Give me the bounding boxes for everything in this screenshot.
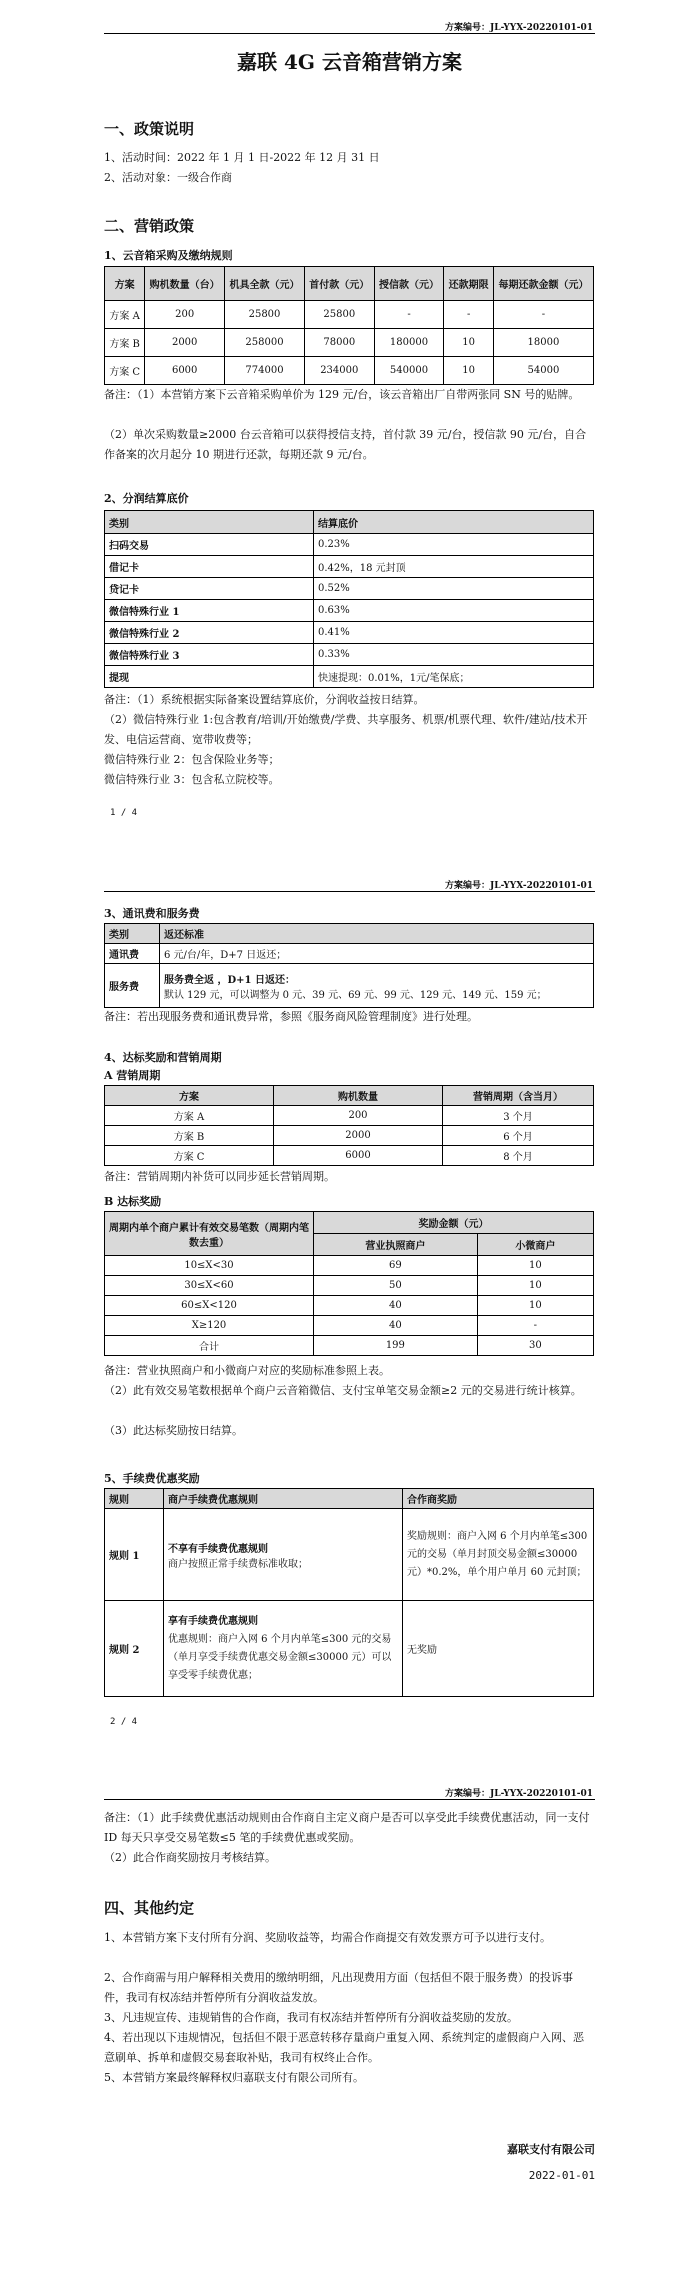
table-header: 方案: [105, 267, 145, 301]
table-cell: 6 个月: [443, 1126, 594, 1146]
table-cell: 2000: [274, 1126, 443, 1146]
table-row: [105, 600, 594, 622]
fee-discount-table: [104, 1488, 594, 1697]
section-heading-other: 四、其他约定: [104, 1899, 195, 1917]
table-cell: 扫码交易: [105, 534, 314, 556]
table-cell: 540000: [374, 357, 444, 385]
table-cell: 25800: [225, 301, 305, 329]
table-cell: 30: [477, 1336, 593, 1356]
subheading-purchase: 1、云音箱采购及缴纳规则: [104, 249, 233, 262]
subheading-bonus: B 达标奖励: [104, 1195, 162, 1208]
table-cell: X≥120: [105, 1316, 314, 1336]
table-header: 周期内单个商户累计有效交易笔数（周期内笔数去重）: [105, 1212, 314, 1256]
table-cell: 方案 A: [105, 1106, 274, 1126]
table-cell: 借记卡: [105, 556, 314, 578]
sign-date: 2022-01-01: [528, 2169, 595, 2182]
table-header: 类别: [105, 924, 160, 944]
table-header: 商户手续费优惠规则: [164, 1489, 403, 1509]
table-cell: 奖励规则：商户入网 6 个月内单笔≤300 元的交易（单月封顶交易金额≤30000 元）*0.2%，单个用户单月 60 元封顶；: [403, 1509, 594, 1601]
table-cell: 微信特殊行业 1: [105, 600, 314, 622]
subheading-rewards: 4、达标奖励和营销周期: [104, 1051, 222, 1064]
table-cell: 0.41%: [314, 622, 594, 644]
table-cell: 50: [314, 1276, 478, 1296]
table-cell: 54000: [493, 357, 593, 385]
table-row: [105, 1146, 594, 1166]
table-header: 营业执照商户: [314, 1234, 478, 1256]
table-cell: 0.42%，18 元封顶: [314, 556, 594, 578]
other-item-5: 5、本营销方案最终解释权归嘉联支付有限公司所有。: [104, 2071, 364, 2084]
period-table: [104, 1085, 594, 1166]
table-cell: 60≤X<120: [105, 1296, 314, 1316]
table-cell: 25800: [304, 301, 374, 329]
document-number: 方案编号：JL-YYX-20220101-01: [445, 23, 593, 33]
table-cell: 3 个月: [443, 1106, 594, 1126]
table-cell: 258000: [225, 329, 305, 357]
table-row: [105, 666, 594, 688]
table-header: 还款期限: [444, 267, 494, 301]
settlement-note-2: （2）微信特殊行业 1:包含教育/培训/开始缴费/学费、共享服务、机票/机票代理、软件/建站/技术开发、电信运营商、宽带收费等；: [104, 713, 588, 746]
table-cell: 2000: [145, 329, 225, 357]
table-header: 每期还款金额（元）: [493, 267, 593, 301]
table-cell: 方案 A: [105, 301, 145, 329]
document-number: 方案编号：JL-YYX-20220101-01: [445, 1789, 593, 1799]
table-header: 机具全款（元）: [225, 267, 305, 301]
subheading-period: A 营销周期: [104, 1069, 161, 1082]
table-row: [105, 1126, 594, 1146]
page-number: 2 / 4: [110, 1717, 138, 1727]
table-cell: 无奖励: [403, 1601, 594, 1697]
service-fee-value: 默认 129 元，可以调整为 0 元、39 元、69 元、99 元、129 元、149 元、159 元；: [164, 989, 547, 1001]
table-cell: 10: [477, 1296, 593, 1316]
table-row: [105, 1509, 594, 1601]
table-cell: 微信特殊行业 2: [105, 622, 314, 644]
table-header: 奖励金额（元）: [314, 1212, 594, 1234]
table-cell: 18000: [493, 329, 593, 357]
table-cell: 方案 C: [105, 357, 145, 385]
table-cell: 合计: [105, 1336, 314, 1356]
table-cell: -: [477, 1316, 593, 1336]
fees-table: [104, 923, 594, 1008]
table-row: [105, 944, 594, 964]
table-header: 营销周期（含当月）: [443, 1086, 594, 1106]
table-header: 规则: [105, 1489, 164, 1509]
table-header: 合作商奖励: [403, 1489, 594, 1509]
table-cell: 10: [444, 357, 494, 385]
table-cell: 方案 B: [105, 1126, 274, 1146]
table-header: 类别: [105, 511, 314, 534]
header-rule: [104, 1799, 595, 1800]
table-row: [105, 622, 594, 644]
table-cell: 10: [477, 1276, 593, 1296]
table-cell: -: [444, 301, 494, 329]
table-cell: 6000: [274, 1146, 443, 1166]
table-cell: 规则 1: [105, 1509, 164, 1601]
table-cell: 0.63%: [314, 600, 594, 622]
table-cell: 微信特殊行业 3: [105, 644, 314, 666]
bonus-table: [104, 1211, 594, 1356]
header-rule: [104, 891, 595, 892]
rule-title: 不享有手续费优惠规则: [168, 1543, 268, 1555]
settlement-table: [104, 510, 594, 688]
table-row: [105, 329, 594, 357]
table-cell: 贷记卡: [105, 578, 314, 600]
table-cell: 规则 2: [105, 1601, 164, 1697]
table-row: [105, 301, 594, 329]
table-header: 结算底价: [314, 511, 594, 534]
settlement-note-3: 微信特殊行业 2：包含保险业务等；: [104, 753, 280, 766]
subheading-settlement: 2、分润结算底价: [104, 492, 189, 505]
page-number: 1 / 4: [110, 808, 138, 818]
purchase-table: [104, 266, 594, 385]
purchase-note-1: 备注：（1）本营销方案下云音箱采购单价为 129 元/台，该云音箱出厂自带两张同 SN 号的贴牌。: [104, 388, 580, 401]
table-cell: 30≤X<60: [105, 1276, 314, 1296]
table-cell: [160, 964, 594, 1008]
table-row: [105, 556, 594, 578]
table-header: 首付款（元）: [304, 267, 374, 301]
table-row: [105, 1296, 594, 1316]
table-cell: 0.33%: [314, 644, 594, 666]
table-row: [105, 1316, 594, 1336]
table-row: [105, 534, 594, 556]
rule-title: 享有手续费优惠规则: [168, 1615, 258, 1627]
table-cell: 40: [314, 1316, 478, 1336]
period-note: 备注：营销周期内补货可以同步延长营销周期。: [104, 1170, 335, 1183]
table-cell: 10: [477, 1256, 593, 1276]
fees-note: 备注：若出现服务费和通讯费异常，参照《服务商风险管理制度》进行处理。: [104, 1010, 478, 1023]
other-item-2: 2、合作商需与用户解释相关费用的缴纳明细，凡出现费用方面（包括但不限于服务费）的投诉事件，我司有权冻结并暂停所有分润收益发放。: [104, 1971, 573, 2004]
table-cell: 服务费: [105, 964, 160, 1008]
table-cell: 774000: [225, 357, 305, 385]
table-cell: 通讯费: [105, 944, 160, 964]
fee-discount-note-2: （2）此合作商奖励按月考核结算。: [104, 1851, 276, 1864]
table-cell: 10: [444, 329, 494, 357]
header-rule: [104, 33, 595, 34]
table-header: 小微商户: [477, 1234, 593, 1256]
table-cell: 234000: [304, 357, 374, 385]
table-cell: 200: [145, 301, 225, 329]
bonus-note-1: 备注：营业执照商户和小微商户对应的奖励标准参照上表。: [104, 1364, 390, 1377]
table-cell: 200: [274, 1106, 443, 1126]
table-cell: 180000: [374, 329, 444, 357]
purchase-note-2: （2）单次采购数量≥2000 台云音箱可以获得授信支持，首付款 39 元/台，授信款 90 元/台，自合作备案的次月起分 10 期进行还款，每期还款 9 元/台。: [104, 428, 587, 461]
document-number: 方案编号：JL-YYX-20220101-01: [445, 881, 593, 891]
other-item-4: 4、若出现以下违规情况，包括但不限于恶意转移存量商户重复入网、系统判定的虚假商户入网、恶意刷单、拆单和虚假交易套取补贴，我司有权终止合作。: [104, 2031, 584, 2064]
rule-desc: 商户按照正常手续费标准收取；: [168, 1558, 308, 1570]
table-row: [105, 1256, 594, 1276]
table-cell: 40: [314, 1296, 478, 1316]
fee-discount-note-1: 备注：（1）此手续费优惠活动规则由合作商自主定义商户是否可以享受此手续费优惠活动，同一支付 ID 每天只享受交易笔数≤5 笔的手续费优惠或奖励。: [104, 1811, 590, 1844]
table-cell: 方案 C: [105, 1146, 274, 1166]
table-row: [105, 1106, 594, 1126]
table-row: [105, 357, 594, 385]
rule-desc: 优惠规则：商户入网 6 个月内单笔≤300 元的交易（单月享受手续费优惠交易金额≤30000 元）可以享受零手续费优惠；: [168, 1633, 392, 1681]
table-cell: 方案 B: [105, 329, 145, 357]
table-cell: 提现: [105, 666, 314, 688]
table-cell: 0.23%: [314, 534, 594, 556]
table-cell: 6 元/台/年，D+7 日返还；: [160, 944, 594, 964]
table-cell: [164, 1509, 403, 1601]
table-cell: -: [374, 301, 444, 329]
table-row: [105, 1336, 594, 1356]
other-item-3: 3、凡违规宣传、违规销售的合作商，我司有权冻结并暂停所有分润收益奖励的发放。: [104, 2011, 518, 2024]
other-item-1: 1、本营销方案下支付所有分润、奖励收益等，均需合作商提交有效发票方可予以进行支付。: [104, 1931, 551, 1944]
table-cell: 6000: [145, 357, 225, 385]
bonus-note-3: （3）此达标奖励按日结算。: [104, 1424, 243, 1437]
settlement-note-1: 备注：（1）系统根据实际备案设置结算底价，分润收益按日结算。: [104, 693, 425, 706]
table-row: [105, 644, 594, 666]
table-cell: 199: [314, 1336, 478, 1356]
subheading-fees: 3、通讯费和服务费: [104, 907, 200, 920]
table-cell: 78000: [304, 329, 374, 357]
company-name: 嘉联支付有限公司: [507, 2143, 595, 2156]
settlement-note-4: 微信特殊行业 3：包含私立院校等。: [104, 773, 280, 786]
table-header: 授信款（元）: [374, 267, 444, 301]
table-cell: [164, 1601, 403, 1697]
table-header: 方案: [105, 1086, 274, 1106]
table-row: [105, 1601, 594, 1697]
table-row: [105, 964, 594, 1008]
table-cell: 10≤X<30: [105, 1256, 314, 1276]
bonus-note-2: （2）此有效交易笔数根据单个商户云音箱微信、支付宝单笔交易金额≥2 元的交易进行统计核算。: [104, 1384, 582, 1397]
section-heading-policy: 一、政策说明: [104, 120, 195, 138]
table-cell: 0.52%: [314, 578, 594, 600]
page-title: 嘉联 4G 云音箱营销方案: [237, 50, 462, 74]
table-cell: 快速提现：0.01%，1元/笔保底；: [314, 666, 594, 688]
service-fee-title: 服务费全返 ，D+1 日返还：: [164, 974, 295, 986]
table-header: 购机数量: [274, 1086, 443, 1106]
activity-target: 2、活动对象：一级合作商: [104, 171, 232, 184]
section-heading-marketing: 二、营销政策: [104, 217, 195, 235]
table-header: 返还标准: [160, 924, 594, 944]
table-row: [105, 578, 594, 600]
table-header: 购机数量（台）: [145, 267, 225, 301]
table-row: [105, 1276, 594, 1296]
table-cell: -: [493, 301, 593, 329]
table-cell: 8 个月: [443, 1146, 594, 1166]
table-cell: 69: [314, 1256, 478, 1276]
subheading-fee-discount: 5、手续费优惠奖励: [104, 1472, 200, 1485]
activity-time: 1、活动时间：2022 年 1 月 1 日-2022 年 12 月 31 日: [104, 151, 380, 164]
